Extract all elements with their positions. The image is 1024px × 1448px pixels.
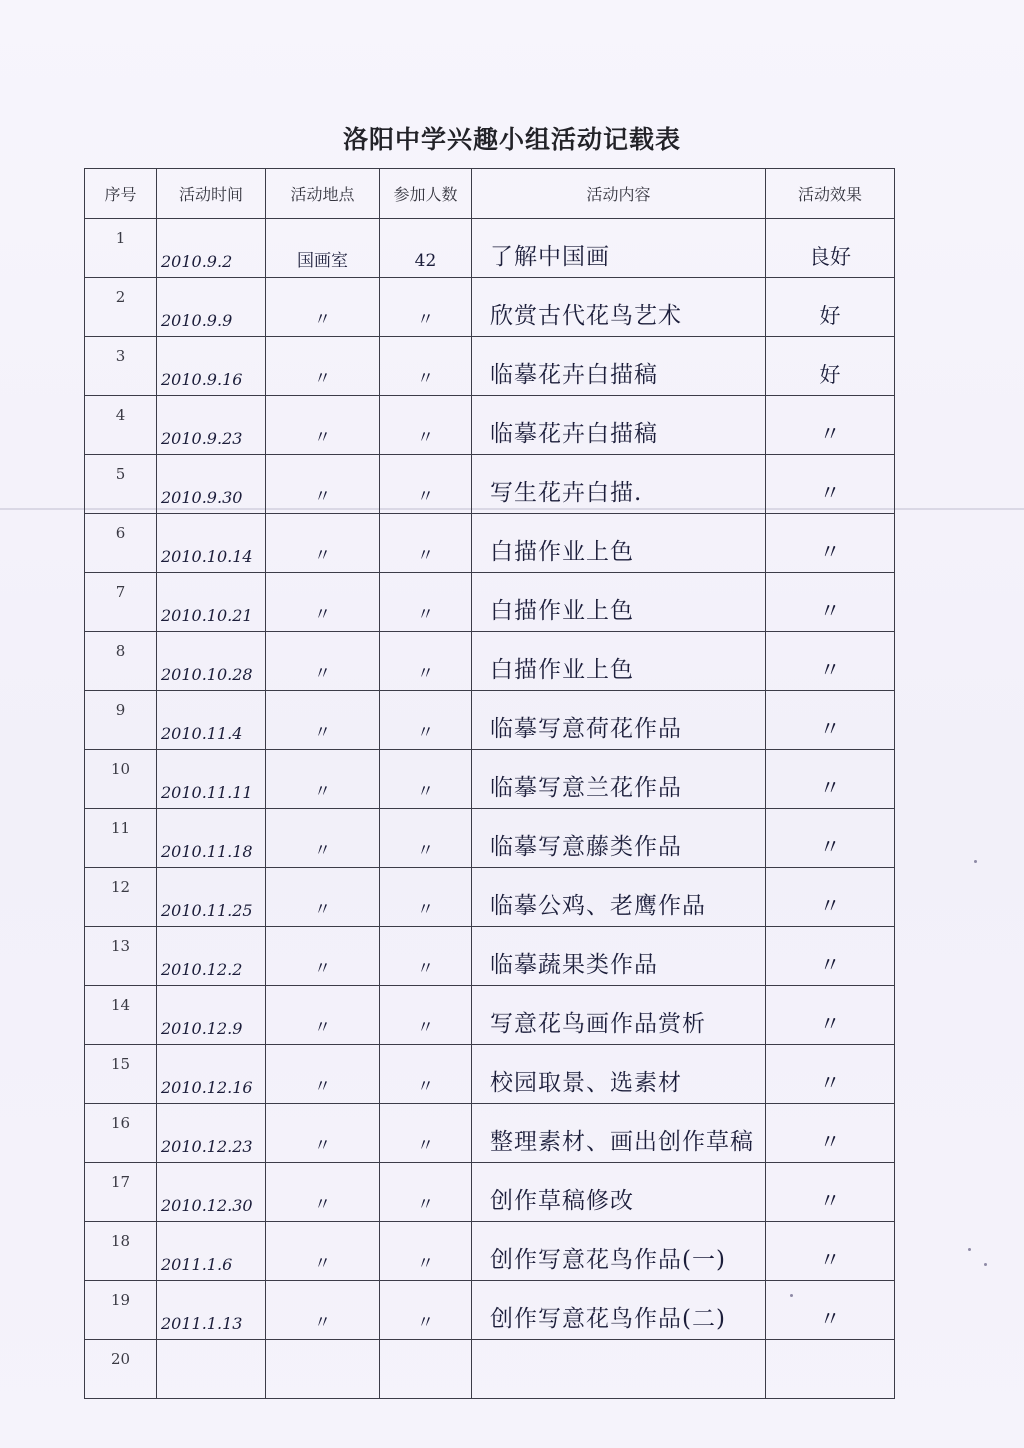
cell-seq: 20 xyxy=(85,1340,157,1399)
cell-place: 〃 xyxy=(266,278,380,337)
cell-date: 2010.12.2 xyxy=(157,927,266,986)
cell-date: 2010.12.16 xyxy=(157,1045,266,1104)
cell-date: 2010.12.9 xyxy=(157,986,266,1045)
cell-effect: 〃 xyxy=(766,514,895,573)
paper-speck xyxy=(974,860,977,863)
activity-record-table xyxy=(84,168,895,1399)
cell-seq: 4 xyxy=(85,396,157,455)
cell-seq: 5 xyxy=(85,455,157,514)
cell-date xyxy=(157,1340,266,1399)
cell-seq: 17 xyxy=(85,1163,157,1222)
table-row xyxy=(85,219,895,278)
cell-date: 2010.10.21 xyxy=(157,573,266,632)
cell-effect: 〃 xyxy=(766,986,895,1045)
table-row xyxy=(85,632,895,691)
table-row xyxy=(85,927,895,986)
cell-date: 2010.10.28 xyxy=(157,632,266,691)
cell-effect: 〃 xyxy=(766,691,895,750)
cell-count: 〃 xyxy=(380,573,472,632)
cell-effect: 〃 xyxy=(766,927,895,986)
cell-date: 2010.9.9 xyxy=(157,278,266,337)
cell-effect: 〃 xyxy=(766,1222,895,1281)
cell-count: 〃 xyxy=(380,1104,472,1163)
header-date: 活动时间 xyxy=(157,169,266,219)
cell-content: 临摹写意荷花作品 xyxy=(472,691,766,750)
cell-place: 〃 xyxy=(266,691,380,750)
cell-content: 临摹蔬果类作品 xyxy=(472,927,766,986)
header-content: 活动内容 xyxy=(472,169,766,219)
cell-date: 2010.10.14 xyxy=(157,514,266,573)
cell-place: 〃 xyxy=(266,632,380,691)
cell-date: 2010.11.4 xyxy=(157,691,266,750)
header-seq: 序号 xyxy=(85,169,157,219)
cell-date: 2010.9.23 xyxy=(157,396,266,455)
cell-count: 〃 xyxy=(380,337,472,396)
cell-count: 〃 xyxy=(380,809,472,868)
cell-effect: 〃 xyxy=(766,1281,895,1340)
cell-count: 〃 xyxy=(380,868,472,927)
cell-place: 〃 xyxy=(266,1222,380,1281)
cell-date: 2010.9.2 xyxy=(157,219,266,278)
cell-place xyxy=(266,1340,380,1399)
cell-effect: 〃 xyxy=(766,1163,895,1222)
cell-seq: 3 xyxy=(85,337,157,396)
cell-count: 〃 xyxy=(380,1045,472,1104)
cell-seq: 7 xyxy=(85,573,157,632)
table-row xyxy=(85,1222,895,1281)
cell-count: 〃 xyxy=(380,1222,472,1281)
cell-seq: 2 xyxy=(85,278,157,337)
cell-seq: 16 xyxy=(85,1104,157,1163)
cell-place: 国画室 xyxy=(266,219,380,278)
cell-place: 〃 xyxy=(266,927,380,986)
table-row xyxy=(85,750,895,809)
cell-effect: 〃 xyxy=(766,750,895,809)
header-count: 参加人数 xyxy=(380,169,472,219)
table-row xyxy=(85,278,895,337)
paper-speck xyxy=(790,1294,793,1297)
cell-count: 〃 xyxy=(380,691,472,750)
table-row xyxy=(85,1104,895,1163)
cell-count: 〃 xyxy=(380,396,472,455)
cell-date: 2010.11.25 xyxy=(157,868,266,927)
cell-date: 2010.9.16 xyxy=(157,337,266,396)
cell-content: 白描作业上色 xyxy=(472,573,766,632)
cell-count: 〃 xyxy=(380,750,472,809)
cell-effect: 〃 xyxy=(766,396,895,455)
cell-place: 〃 xyxy=(266,455,380,514)
cell-count: 〃 xyxy=(380,1281,472,1340)
cell-place: 〃 xyxy=(266,809,380,868)
cell-date: 2010.11.11 xyxy=(157,750,266,809)
cell-content: 临摹花卉白描稿 xyxy=(472,396,766,455)
cell-count: 〃 xyxy=(380,278,472,337)
cell-date: 2010.9.30 xyxy=(157,455,266,514)
cell-date: 2010.12.30 xyxy=(157,1163,266,1222)
cell-content: 临摹花卉白描稿 xyxy=(472,337,766,396)
cell-effect: 〃 xyxy=(766,1045,895,1104)
table-row xyxy=(85,868,895,927)
cell-date: 2011.1.13 xyxy=(157,1281,266,1340)
table-row xyxy=(85,1281,895,1340)
paper-speck xyxy=(968,1248,971,1251)
document-title: 洛阳中学兴趣小组活动记载表 xyxy=(342,125,681,154)
cell-content: 临摹写意兰花作品 xyxy=(472,750,766,809)
cell-effect: 〃 xyxy=(766,632,895,691)
cell-content: 创作写意花鸟作品(一) xyxy=(472,1222,766,1281)
paper-speck xyxy=(984,1263,987,1266)
cell-content: 整理素材、画出创作草稿 xyxy=(472,1104,766,1163)
cell-effect: 〃 xyxy=(766,868,895,927)
cell-content: 创作草稿修改 xyxy=(472,1163,766,1222)
cell-count: 〃 xyxy=(380,986,472,1045)
header-place: 活动地点 xyxy=(266,169,380,219)
cell-seq: 6 xyxy=(85,514,157,573)
cell-count: 〃 xyxy=(380,632,472,691)
cell-count: 〃 xyxy=(380,927,472,986)
cell-content: 写意花鸟画作品赏析 xyxy=(472,986,766,1045)
cell-seq: 10 xyxy=(85,750,157,809)
cell-date: 2010.12.23 xyxy=(157,1104,266,1163)
cell-place: 〃 xyxy=(266,750,380,809)
cell-content: 校园取景、选素材 xyxy=(472,1045,766,1104)
cell-effect: 良好 xyxy=(766,219,895,278)
cell-seq: 13 xyxy=(85,927,157,986)
cell-place: 〃 xyxy=(266,396,380,455)
cell-content: 临摹公鸡、老鹰作品 xyxy=(472,868,766,927)
cell-effect: 〃 xyxy=(766,573,895,632)
cell-count xyxy=(380,1340,472,1399)
cell-count: 〃 xyxy=(380,1163,472,1222)
cell-effect: 〃 xyxy=(766,1104,895,1163)
cell-place: 〃 xyxy=(266,986,380,1045)
cell-count: 42 xyxy=(380,219,472,278)
table-row xyxy=(85,455,895,514)
header-effect: 活动效果 xyxy=(766,169,895,219)
cell-effect xyxy=(766,1340,895,1399)
cell-seq: 11 xyxy=(85,809,157,868)
table-row xyxy=(85,337,895,396)
cell-seq: 8 xyxy=(85,632,157,691)
cell-seq: 19 xyxy=(85,1281,157,1340)
cell-content: 写生花卉白描. xyxy=(472,455,766,514)
cell-seq: 1 xyxy=(85,219,157,278)
cell-count: 〃 xyxy=(380,455,472,514)
cell-content: 白描作业上色 xyxy=(472,514,766,573)
cell-effect: 〃 xyxy=(766,455,895,514)
cell-seq: 9 xyxy=(85,691,157,750)
table-row xyxy=(85,514,895,573)
cell-place: 〃 xyxy=(266,1163,380,1222)
table-row xyxy=(85,1045,895,1104)
cell-content: 欣赏古代花鸟艺术 xyxy=(472,278,766,337)
table-header-row xyxy=(85,169,895,219)
cell-effect: 〃 xyxy=(766,809,895,868)
table-row xyxy=(85,809,895,868)
cell-date: 2010.11.18 xyxy=(157,809,266,868)
cell-seq: 18 xyxy=(85,1222,157,1281)
cell-place: 〃 xyxy=(266,1045,380,1104)
cell-place: 〃 xyxy=(266,514,380,573)
cell-place: 〃 xyxy=(266,573,380,632)
cell-content: 白描作业上色 xyxy=(472,632,766,691)
table-row xyxy=(85,573,895,632)
table-row xyxy=(85,1163,895,1222)
cell-content: 创作写意花鸟作品(二) xyxy=(472,1281,766,1340)
cell-content: 了解中国画 xyxy=(472,219,766,278)
cell-seq: 12 xyxy=(85,868,157,927)
table-row xyxy=(85,986,895,1045)
cell-seq: 14 xyxy=(85,986,157,1045)
cell-content: 临摹写意藤类作品 xyxy=(472,809,766,868)
cell-date: 2011.1.6 xyxy=(157,1222,266,1281)
table-row xyxy=(85,396,895,455)
cell-content xyxy=(472,1340,766,1399)
cell-place: 〃 xyxy=(266,1104,380,1163)
cell-place: 〃 xyxy=(266,1281,380,1340)
cell-seq: 15 xyxy=(85,1045,157,1104)
table-row xyxy=(85,1340,895,1399)
cell-effect: 好 xyxy=(766,278,895,337)
cell-place: 〃 xyxy=(266,337,380,396)
table-row xyxy=(85,691,895,750)
cell-place: 〃 xyxy=(266,868,380,927)
cell-count: 〃 xyxy=(380,514,472,573)
cell-effect: 好 xyxy=(766,337,895,396)
